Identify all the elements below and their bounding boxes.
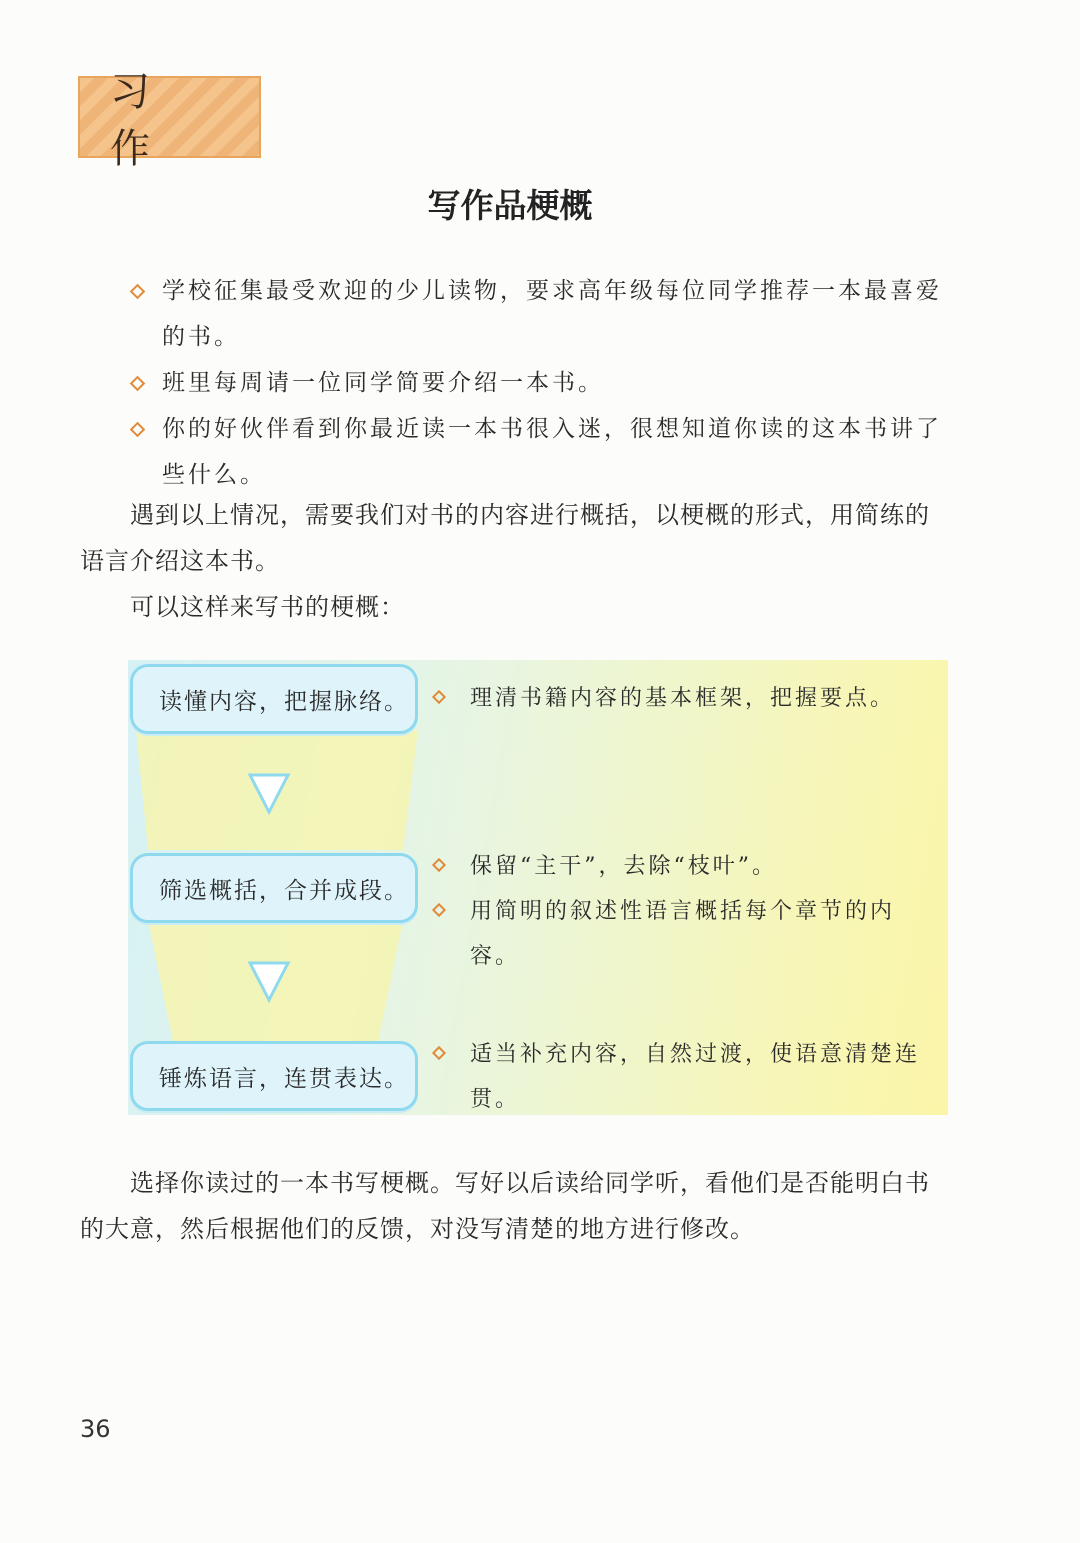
summary-steps-diagram: [128, 660, 948, 1120]
paragraph-howto: 可以这样来写书的梗概：: [130, 593, 405, 621]
intro-item: [128, 268, 958, 360]
step-box: [130, 853, 418, 923]
tip-text: 理清书籍内容的基本框架，把握要点。: [470, 686, 896, 711]
page-number: 36: [80, 1415, 111, 1443]
step-box: [130, 664, 418, 734]
tip-item: [470, 844, 940, 889]
intro-item: [128, 360, 958, 406]
diamond-bullet-icon: [130, 376, 146, 392]
step-label: 筛选概括，合并成段。: [159, 877, 409, 904]
intro-item: [128, 406, 958, 498]
tip-item: [470, 1032, 940, 1122]
diamond-bullet-icon: [130, 422, 146, 438]
page-title: 写作品梗概: [427, 186, 593, 225]
tip-text: 用简明的叙述性语言概括每个章节的内容。: [470, 899, 896, 969]
step-label: 锤炼语言，连贯表达。: [159, 1065, 409, 1092]
diamond-bullet-icon: [130, 284, 146, 300]
step-label: 读懂内容，把握脉络。: [159, 688, 409, 715]
paragraph-assignment: 选择你读过的一本书写梗概。写好以后读给同学听，看他们是否能明白书的大意，然后根据他们的反馈，对没写清楚的地方进行修改。: [80, 1169, 930, 1243]
tip-text: 适当补充内容，自然过渡，使语意清楚连贯。: [470, 1042, 921, 1112]
step-box: [130, 1041, 418, 1111]
tip-text: 保留“主干”，去除“枝叶”。: [470, 854, 777, 879]
intro-item-text: 你的好伙伴看到你最近读一本书很入迷，很想知道你读的这本书讲了些什么。: [162, 416, 942, 488]
intro-item-text: 班里每周请一位同学简要介绍一本书。: [162, 370, 604, 396]
intro-list: [128, 268, 958, 498]
tip-item: [470, 676, 940, 721]
intro-item-text: 学校征集最受欢迎的少儿读物，要求高年级每位同学推荐一本最喜爱的书。: [162, 278, 942, 350]
section-label: 习 作: [78, 76, 261, 158]
tip-item: [470, 889, 940, 979]
paragraph-situation: 遇到以上情况，需要我们对书的内容进行概括，以梗概的形式，用简练的语言介绍这本书。: [80, 501, 930, 575]
